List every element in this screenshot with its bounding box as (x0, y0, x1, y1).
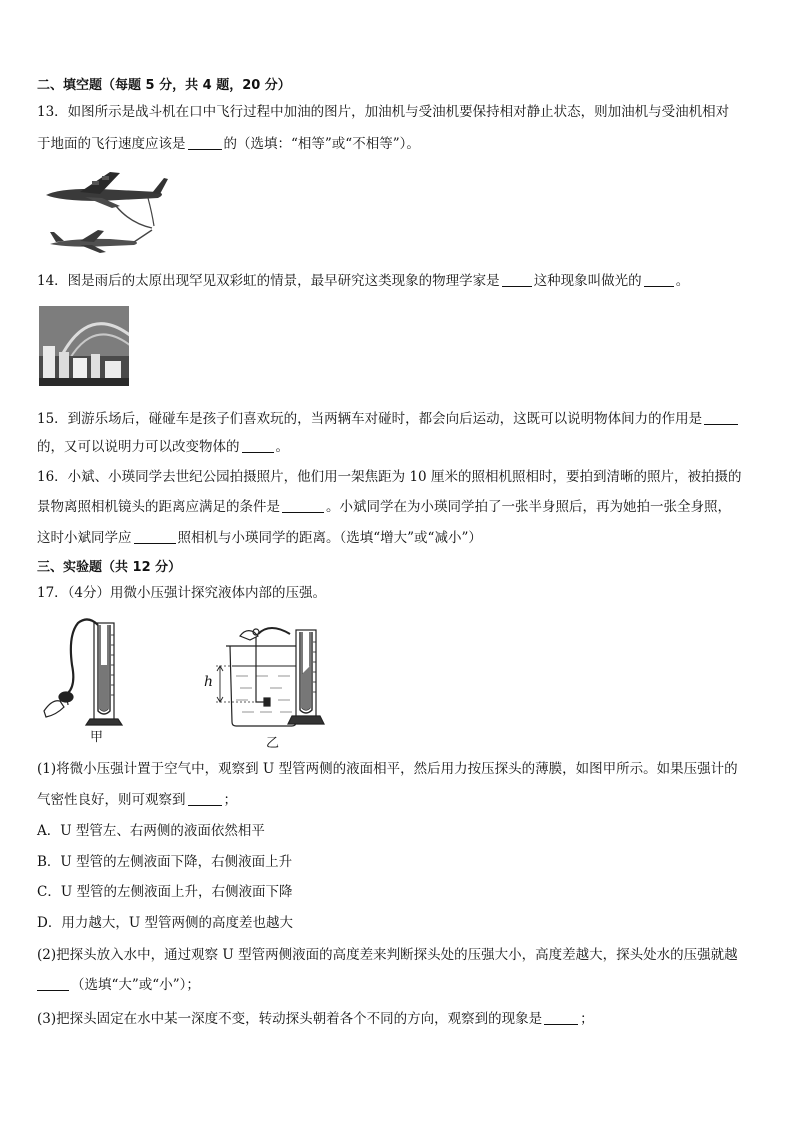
refueling-aircraft-figure (40, 168, 170, 256)
q17-part3-text-b: ； (580, 1011, 594, 1027)
manometer-figure-b (200, 626, 335, 730)
q13-answer-blank[interactable] (188, 135, 222, 150)
section-heading-experiment: 三、实验题（共 12 分） (37, 560, 182, 575)
q14-text-a: 14．图是雨后的太原出现罕见双彩虹的情景，最早研究这类现象的物理学家是 (37, 273, 500, 289)
q13-line-1: 13．如图所示是战斗机在口中飞行过程中加油的图片，加油机与受油机要保持相对静止状态，则加油机与受油机相对 (37, 104, 730, 120)
q16-text-c: 这时小斌同学应 (37, 530, 132, 546)
q16-line-1: 16．小斌、小瑛同学去世纪公园拍摄照片，他们用一架焦距为 10 厘米的照相机照相时，要拍到清晰的照片，被拍摄的 (37, 469, 742, 485)
q14-answer-blank-1[interactable] (502, 272, 532, 287)
figure-a-caption: 甲 (90, 730, 104, 745)
q13-text-a: 于地面的飞行速度应该是 (37, 136, 186, 152)
q14-text-c: 。 (675, 273, 690, 289)
figure-b-caption: 乙 (266, 736, 280, 751)
q17-part3-answer-blank[interactable] (544, 1010, 578, 1025)
q15-text-b: 的，又可以说明力可以改变物体的 (37, 439, 240, 455)
q16-line-2 (37, 497, 731, 517)
q17-part1-text-b: ； (223, 792, 237, 808)
q16-answer-blank-2[interactable] (134, 529, 176, 544)
q14-text-b: 这种现象叫做光的 (533, 273, 642, 289)
q17-part2-answer-blank[interactable] (37, 976, 69, 991)
q16-text-b: 。小斌同学在为小瑛同学拍了一张半身照后，再为她拍一张全身照， (326, 499, 731, 515)
section-heading-fill-in: 二、填空题（每题 5 分，共 4 题，20 分） (37, 78, 291, 93)
double-rainbow-photo (39, 306, 129, 386)
q17-part1-text-a: 气密性良好，则可观察到 (37, 792, 186, 808)
q16-text-a: 景物离照相机镜头的距离应满足的条件是 (37, 499, 280, 515)
q15-text-c: 。 (275, 439, 289, 455)
q17-part1-line-1: (1)将微小压强计置于空气中，观察到 U 型管两侧的液面相平，然后用力按压探头的薄膜，如图甲所示。如果压强计的 (37, 761, 738, 777)
q14-line (37, 271, 689, 291)
manometer-figure-a (38, 615, 138, 727)
q17-stem: 17．（4分）用微小压强计探究液体内部的压强。 (37, 585, 327, 601)
q17-option-d: D．用力越大，U 型管两侧的高度差也越大 (37, 915, 293, 931)
q14-answer-blank-2[interactable] (644, 272, 674, 287)
q17-part3-line (37, 1009, 594, 1029)
q17-part2-text: （选填“大”或“小”）； (71, 977, 200, 993)
q17-option-a: A．U 型管左、右两侧的液面依然相平 (37, 823, 265, 839)
q17-option-c: C．U 型管的左侧液面上升，右侧液面下降 (37, 884, 293, 900)
q15-answer-blank-2[interactable] (242, 438, 274, 453)
q15-text-a: 15．到游乐场后，碰碰车是孩子们喜欢玩的，当两辆车对碰时，都会向后运动，这既可以说明物体间力的作用是 (37, 411, 703, 427)
q15-line-1 (37, 409, 740, 429)
q17-part2-line-2 (37, 975, 200, 995)
q16-text-d: 照相机与小瑛同学的距离。（选填“增大”或“减小”） (177, 530, 482, 546)
q17-part1-line-2 (37, 790, 237, 810)
q15-line-2 (37, 437, 289, 457)
q17-part1-answer-blank[interactable] (188, 791, 222, 806)
q13-line-2 (37, 134, 420, 154)
q17-part2-line-1: (2)把探头放入水中，通过观察 U 型管两侧液面的高度差来判断探头处的压强大小，高度差越大，探头处水的压强就越 (37, 947, 738, 963)
depth-h-label: h (204, 674, 214, 690)
q15-answer-blank-1[interactable] (704, 410, 738, 425)
q16-line-3 (37, 528, 482, 548)
q17-option-b: B．U 型管的左侧液面下降，右侧液面上升 (37, 854, 293, 870)
q13-text-b: 的（选填：“相等”或“不相等”）。 (223, 136, 420, 152)
q16-answer-blank-1[interactable] (282, 498, 324, 513)
q17-part3-text-a: (3)把探头固定在水中某一深度不变，转动探头朝着各个不同的方向，观察到的现象是 (37, 1011, 543, 1027)
